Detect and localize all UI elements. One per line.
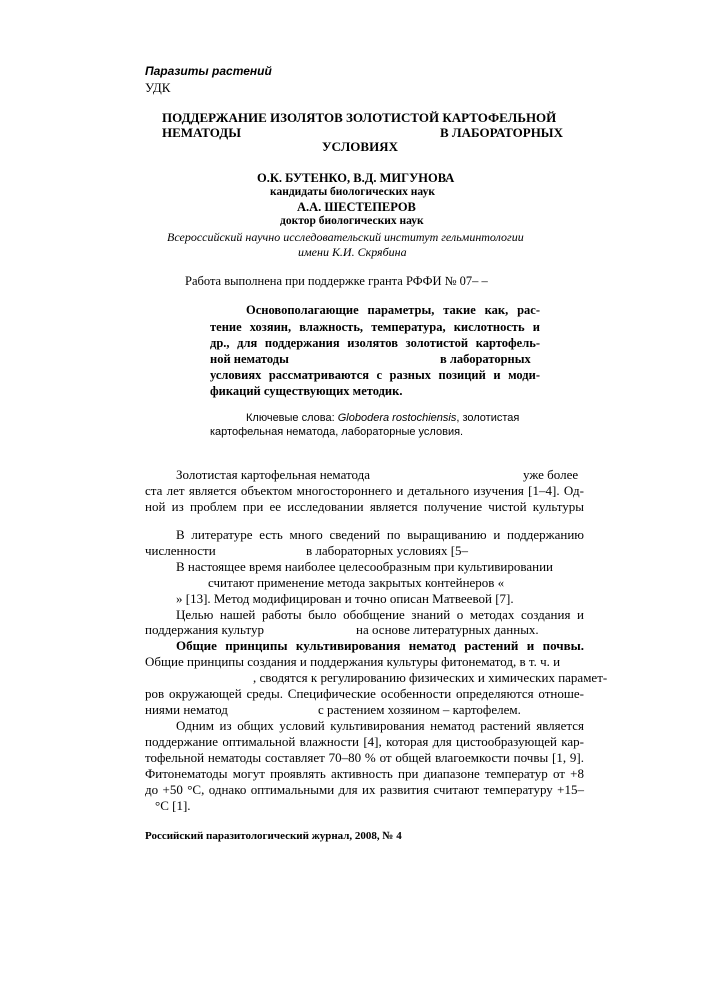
keywords-label: Ключевые слова: — [246, 412, 335, 424]
abstract-line-6: фикаций существующих методик. — [210, 384, 403, 398]
body-p1-line3: ной из проблем при ее исследовании является получение чистой культуры — [145, 499, 584, 514]
keywords-rest: , золотистая — [456, 412, 520, 424]
body-p2-line1: В литературе есть много сведений по выращиванию и поддержанию — [176, 527, 584, 542]
institute-line-1: Всероссийский научно исследовательский институт гельминтологии — [167, 230, 524, 244]
udk-label: УДК — [145, 80, 171, 95]
body-p5-line4a: ниями нематод — [145, 702, 228, 717]
body-p1-line2: ста лет является объектом многостороннего и детального изучения [1–4]. Од- — [145, 483, 584, 498]
body-p3-line2: считают применение метода закрытых контейнеров « — [208, 575, 505, 590]
article-title-line2b: В ЛАБОРАТОРНЫХ — [440, 125, 563, 140]
abstract-line-1: Основополагающие параметры, такие как, рас- — [246, 303, 540, 317]
authors-names-2: А.А. ШЕСТЕПЕРОВ — [297, 200, 416, 214]
body-p5-line4b: с растением хозяином – картофелем. — [318, 702, 521, 717]
body-p6-line3: тофельной нематоды составляет 70–80 % от общей влагоемкости почвы [1, 9]. — [145, 750, 584, 765]
body-p6-line6: °С [1]. — [155, 798, 191, 813]
institute-line-2: имени К.И. Скрябина — [298, 245, 407, 259]
authors-degree-1: кандидаты биологических наук — [270, 186, 435, 198]
keywords-line-1 — [246, 412, 519, 424]
body-p6-line1: Одним из общих условий культивирования нематод растений является — [176, 718, 584, 733]
body-p6-line2: поддержание оптимальной влажности [4], которая для цистообразующей кар- — [145, 734, 584, 749]
body-p5-line1: Общие принципы создания и поддержания культуры фитонематод, в т. ч. и — [145, 654, 561, 669]
body-p4-line1: Целью нашей работы было обобщение знаний о методах создания и — [176, 607, 584, 622]
body-p5-heading: Общие принципы культивирования нематод растений и почвы. — [176, 638, 584, 653]
body-p5-line2: , сводятся к регулированию физических и химических парамет- — [253, 670, 608, 685]
body-p1-line1a: Золотистая картофельная нематода — [176, 467, 371, 482]
body-p2-line2b: в лабораторных условиях [5– — [306, 543, 469, 558]
body-p3-line1: В настоящее время наиболее целесообразным при культивировании — [176, 559, 553, 574]
abstract-line-4a: ной нематоды — [210, 352, 289, 366]
keywords-line-2: картофельная нематода, лабораторные условия. — [210, 426, 464, 438]
abstract-line-4b: в лабораторных — [440, 352, 531, 366]
article-title-line3: УСЛОВИЯХ — [322, 139, 398, 154]
article-title-line2a: НЕМАТОДЫ — [162, 125, 241, 140]
journal-footer: Российский паразитологический журнал, 2008, № 4 — [145, 830, 402, 842]
grant-note: Работа выполнена при поддержке гранта РФФИ № 07– – — [185, 274, 488, 288]
abstract-line-3: др., для поддержания изолятов золотистой картофель- — [210, 336, 540, 350]
abstract-line-2: тение хозяин, влажность, температура, кислотность и — [210, 320, 540, 334]
body-p4-line2a: поддержания культур — [145, 622, 264, 637]
body-p2-line2a: численности — [145, 543, 216, 558]
body-p6-line4: Фитонематоды могут проявлять активность при диапазоне температур от +8 — [145, 766, 584, 781]
section-heading: Паразиты растений — [145, 64, 272, 78]
abstract-line-5: условиях рассматриваются с разных позиций и моди- — [210, 368, 540, 382]
keywords-species: Globodera rostochiensis — [337, 412, 457, 424]
body-p5-line3: ров окружающей среды. Специфические особенности определяются отноше- — [145, 686, 584, 701]
body-p4-line2b: на основе литературных данных. — [356, 622, 539, 637]
body-p1-line1b: уже более — [523, 467, 579, 482]
body-p6-line5: до +50 °С, однако оптимальными для их развития считают температуру +15– — [145, 782, 584, 797]
article-title-line1: ПОДДЕРЖАНИЕ ИЗОЛЯТОВ ЗОЛОТИСТОЙ КАРТОФЕЛЬНОЙ — [162, 110, 557, 125]
authors-names-1: О.К. БУТЕНКО, В.Д. МИГУНОВА — [257, 171, 455, 185]
authors-degree-2: доктор биологических наук — [280, 215, 424, 227]
body-p3-line3: » [13]. Метод модифицирован и точно описан Матвеевой [7]. — [176, 591, 514, 606]
